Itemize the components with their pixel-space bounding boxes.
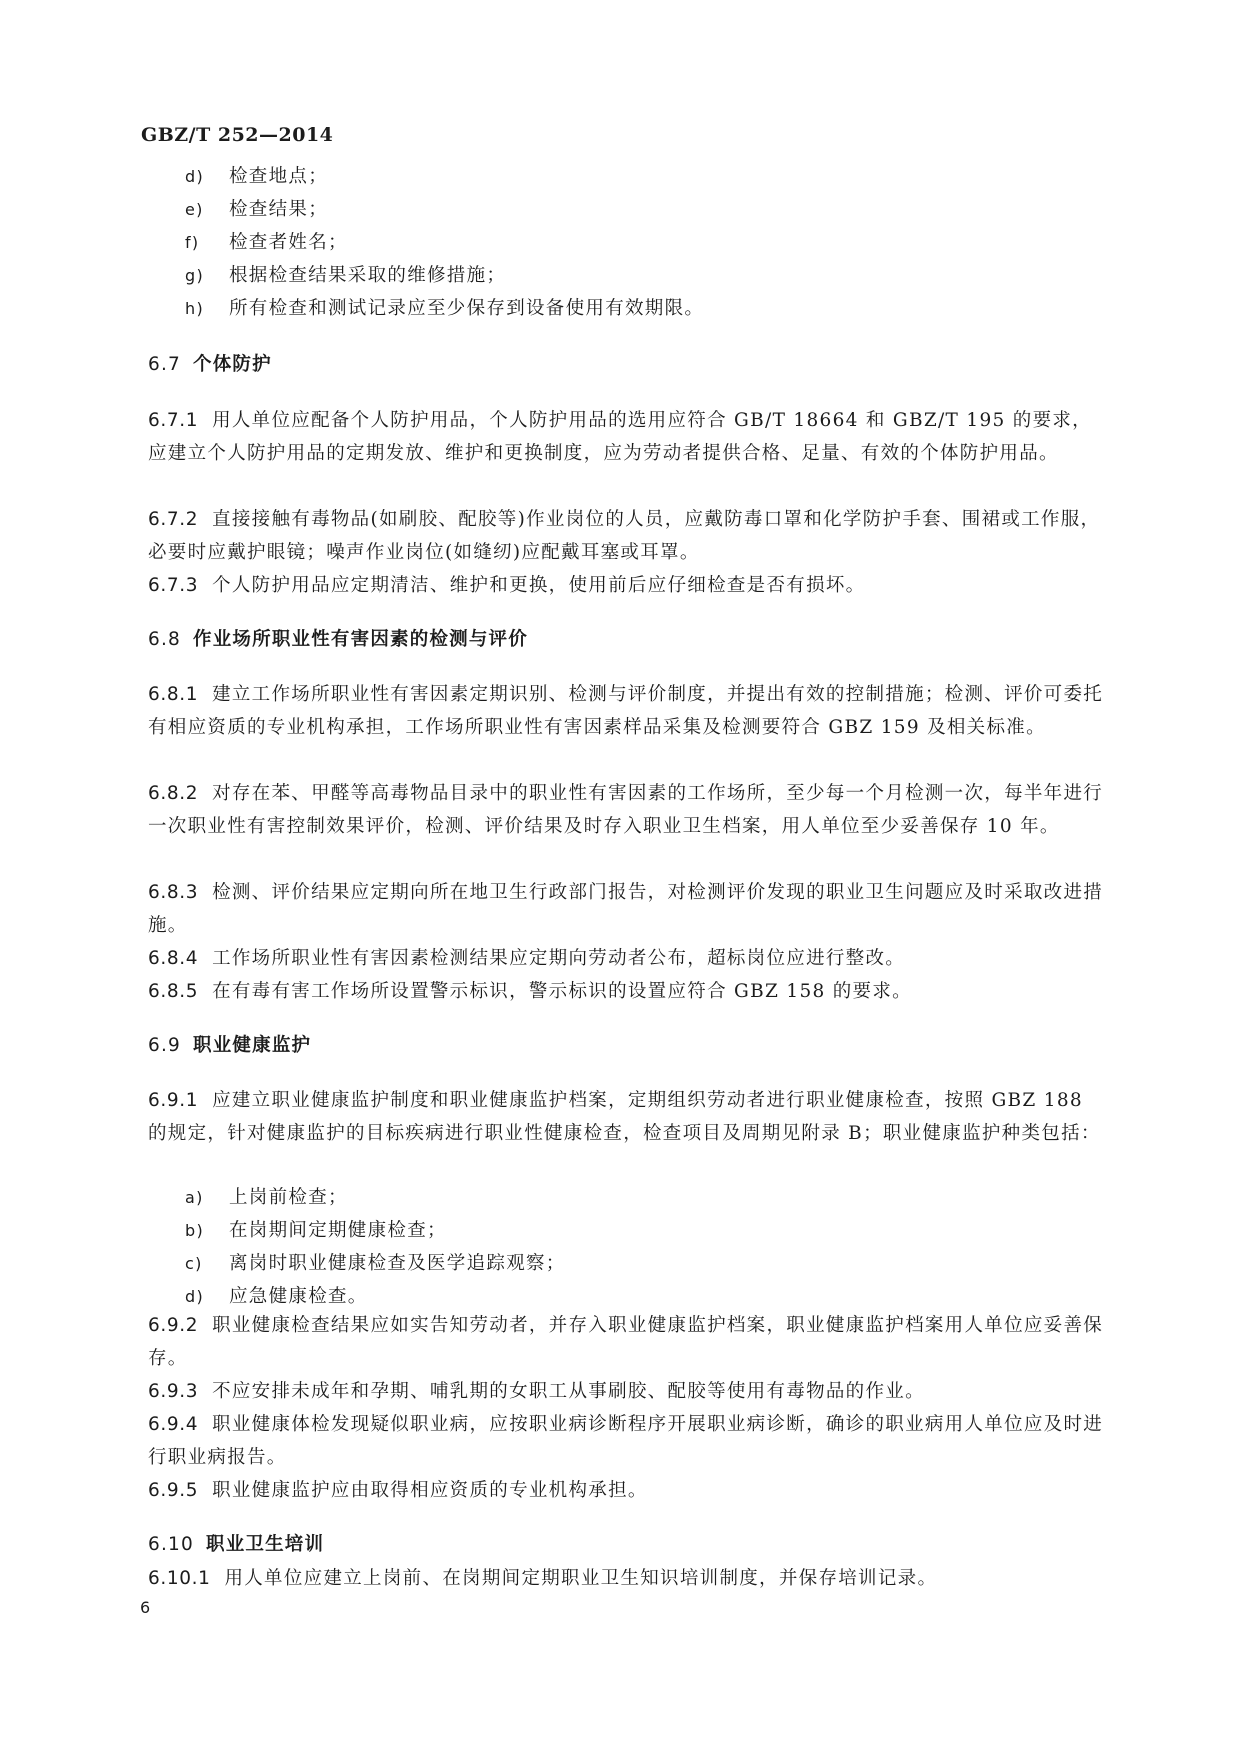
list-marker: d)	[185, 167, 204, 186]
list-text: 所有检查和测试记录应至少保存到设备使用有效期限。	[229, 298, 705, 319]
list-marker: g)	[185, 266, 204, 285]
clause-6-8-1	[148, 678, 1106, 744]
clause-6-10-1	[148, 1562, 1106, 1595]
clause-number: 6.9.2	[148, 1315, 199, 1336]
clause-number: 6.8.2	[148, 783, 199, 804]
clause-6-9-5	[148, 1474, 1106, 1507]
clause-number: 6.8.5	[148, 981, 199, 1002]
clause-6-7-2	[148, 503, 1106, 569]
section-title: 个体防护	[193, 354, 272, 375]
clause-text: 职业健康体检发现疑似职业病，应按职业病诊断程序开展职业病诊断，确诊的职业病用人单位应及时进行职业病报告。	[148, 1414, 1104, 1468]
clause-number: 6.8.3	[148, 882, 199, 903]
list-text: 检查地点；	[229, 166, 329, 187]
clause-number: 6.9.1	[148, 1090, 199, 1111]
section-heading-6-10	[148, 1530, 324, 1556]
clause-number: 6.7.1	[148, 410, 199, 431]
section-title: 职业卫生培训	[206, 1534, 325, 1555]
clause-text: 检测、评价结果应定期向所在地卫生行政部门报告，对检测评价发现的职业卫生问题应及时采取改进措施。	[148, 882, 1104, 936]
clause-6-7-3	[148, 569, 1106, 602]
list-text: 根据检查结果采取的维修措施；	[229, 265, 507, 286]
clause-number: 6.7.3	[148, 575, 199, 596]
list-text: 检查者姓名；	[229, 232, 348, 253]
list-item	[185, 228, 348, 254]
clause-number: 6.9.5	[148, 1480, 199, 1501]
list-marker: a)	[185, 1188, 204, 1207]
clause-number: 6.8.4	[148, 948, 199, 969]
clause-text: 用人单位应建立上岗前、在岗期间定期职业卫生知识培训制度，并保存培训记录。	[224, 1568, 938, 1589]
list-item	[185, 294, 704, 320]
section-title: 作业场所职业性有害因素的检测与评价	[193, 629, 528, 650]
clause-6-8-2	[148, 777, 1106, 843]
clause-6-8-5	[148, 975, 1106, 1008]
clause-number: 6.7.2	[148, 509, 199, 530]
list-marker: e)	[185, 200, 204, 219]
clause-6-9-1	[148, 1084, 1106, 1150]
list-marker: c)	[185, 1254, 203, 1273]
list-text: 检查结果；	[229, 199, 329, 220]
clause-6-8-3	[148, 876, 1106, 942]
list-item	[185, 1282, 368, 1308]
clause-text: 对存在苯、甲醛等高毒物品目录中的职业性有害因素的工作场所，至少每一个月检测一次，每半年进行一次职业性有害控制效果评价，检测、评价结果及时存入职业卫生档案，用人单位至少妥善保存 10 年。	[148, 783, 1104, 837]
list-item	[185, 162, 328, 188]
section-number: 6.10	[148, 1534, 194, 1555]
list-marker: h)	[185, 299, 204, 318]
clause-number: 6.10.1	[148, 1568, 211, 1589]
list-marker: d)	[185, 1287, 204, 1306]
list-item	[185, 261, 506, 287]
clause-6-9-4	[148, 1408, 1106, 1474]
section-number: 6.7	[148, 354, 182, 375]
clause-text: 建立工作场所职业性有害因素定期识别、检测与评价制度，并提出有效的控制措施；检测、评价可委托有相应资质的专业机构承担，工作场所职业性有害因素样品采集及检测要符合 GBZ 159 及相关标准。	[148, 684, 1104, 738]
clause-text: 个人防护用品应定期清洁、维护和更换，使用前后应仔细检查是否有损坏。	[212, 575, 866, 596]
page-number: 6	[140, 1598, 151, 1617]
clause-text: 应建立职业健康监护制度和职业健康监护档案，定期组织劳动者进行职业健康检查，按照 GBZ 188 的规定，针对健康监护的目标疾病进行职业性健康检查，检查项目及周期见附录 B；职业健康监护种类包括：	[148, 1090, 1101, 1144]
clause-text: 用人单位应配备个人防护用品，个人防护用品的选用应符合 GB/T 18664 和 GBZ/T 195 的要求，应建立个人防护用品的定期发放、维护和更换制度，应为劳动者提供合格、足量、有效的个体防护用品。	[148, 410, 1092, 464]
list-text: 上岗前检查；	[229, 1187, 348, 1208]
list-item	[185, 1183, 348, 1209]
section-title: 职业健康监护	[193, 1035, 312, 1056]
list-item	[185, 195, 328, 221]
standard-code-header: GBZ/T 252—2014	[141, 124, 334, 146]
clause-6-9-3	[148, 1375, 1106, 1408]
clause-text: 职业健康检查结果应如实告知劳动者，并存入职业健康监护档案，职业健康监护档案用人单位应妥善保存。	[148, 1315, 1104, 1369]
clause-text: 职业健康监护应由取得相应资质的专业机构承担。	[212, 1480, 648, 1501]
clause-text: 直接接触有毒物品(如刷胶、配胶等)作业岗位的人员，应戴防毒口罩和化学防护手套、围裙或工作服，必要时应戴护眼镜；噪声作业岗位(如缝纫)应配戴耳塞或耳罩。	[148, 509, 1101, 563]
clause-number: 6.9.4	[148, 1414, 199, 1435]
list-item	[185, 1249, 566, 1275]
list-marker: f)	[185, 233, 200, 252]
clause-6-8-4	[148, 942, 1106, 975]
clause-text: 不应安排未成年和孕期、哺乳期的女职工从事刷胶、配胶等使用有毒物品的作业。	[212, 1381, 925, 1402]
list-text: 离岗时职业健康检查及医学追踪观察；	[229, 1253, 566, 1274]
clause-number: 6.9.3	[148, 1381, 199, 1402]
clause-6-9-2	[148, 1309, 1106, 1375]
section-number: 6.8	[148, 629, 182, 650]
list-text: 在岗期间定期健康检查；	[229, 1220, 447, 1241]
list-marker: b)	[185, 1221, 204, 1240]
clause-text: 工作场所职业性有害因素检测结果应定期向劳动者公布，超标岗位应进行整改。	[212, 948, 906, 969]
clause-text: 在有毒有害工作场所设置警示标识，警示标识的设置应符合 GBZ 158 的要求。	[212, 981, 912, 1002]
list-item	[185, 1216, 447, 1242]
clause-6-7-1	[148, 404, 1106, 470]
section-heading-6-7	[148, 350, 272, 376]
list-text: 应急健康检查。	[229, 1286, 368, 1307]
section-heading-6-8	[148, 625, 528, 651]
section-heading-6-9	[148, 1031, 311, 1057]
section-number: 6.9	[148, 1035, 182, 1056]
clause-number: 6.8.1	[148, 684, 199, 705]
